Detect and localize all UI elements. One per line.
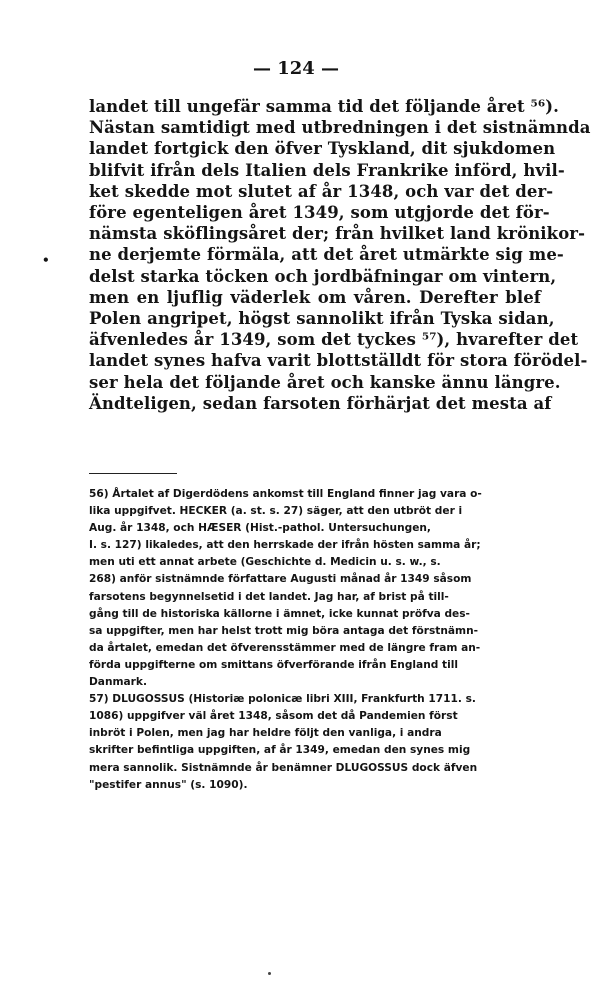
body-line: landet fortgick den öfver Tyskland, dit sjukdomen	[89, 139, 556, 159]
footnote-line: da årtalet, emedan det öfverensstämmer med de längre fram an-	[89, 641, 481, 654]
footnote-line: förda uppgifterne om smittans öfverförande ifrån England till	[89, 658, 458, 671]
body-line: nämsta sköflingsåret der; från hvilket land krönikor-	[89, 224, 586, 244]
body-line: delst starka töcken och jordbäfningar om vintern,	[89, 266, 557, 286]
footnote-line: 1086) uppgifver väl året 1348, såsom det då Pandemien först	[89, 710, 458, 723]
body-line: landet synes hafva varit blottställdt för stora förödel-	[89, 351, 588, 371]
footnote-57	[89, 691, 541, 794]
bottom-mark	[268, 972, 271, 975]
footnote-line: 268) anför sistnämnde författare Augusti månad år 1349 såsom	[89, 573, 472, 586]
body-line: Nästan samtidigt med utbredningen i det sistnämnda	[89, 118, 591, 138]
footnote-line: gång till de historiska källorne i ämnet, icke kunnat pröfva des-	[89, 607, 470, 620]
body-line: Ändteligen, sedan farsoten förhärjat det mesta af	[89, 393, 552, 413]
footnote-line: 56) Årtalet af Digerdödens ankomst till England finner jag vara o-	[89, 488, 482, 500]
footnote-line: 57) DLUGOSSUS (Historiæ polonicæ libri XIII, Frankfurth 1711. s.	[89, 693, 476, 706]
footnote-line: lika uppgifvet. HECKER (a. st. s. 27) säger, att den utbröt der i	[89, 505, 463, 518]
body-line: Polen angripet, högst sannolikt ifrån Tyska sidan,	[89, 309, 555, 329]
footnote-line: inbröt i Polen, men jag har heldre följt den vanliga, i andra	[89, 727, 442, 740]
body-line: äfvenledes år 1349, som det tyckes ⁵⁷), hvarefter det	[89, 330, 579, 350]
footnote-56	[89, 486, 541, 691]
body-line: landet till ungefär samma tid det följande året ⁵⁶).	[89, 97, 559, 116]
body-line: men en ljuflig väderlek om våren. Derefter blef	[89, 287, 541, 307]
body-line: ser hela det följande året och kanske ännu längre.	[89, 372, 561, 392]
body-line: ne derjemte förmäla, att det året utmärkte sig me-	[89, 245, 564, 265]
footnote-line: men uti ett annat arbete (Geschichte d. Medicin u. s. w., s.	[89, 556, 441, 569]
footnote-line: mera sannolik. Sistnämnde år benämner DLUGOSSUS dock äfven	[89, 761, 478, 774]
footnote-rule	[89, 473, 177, 474]
footnote-line: skrifter befintliga uppgiften, af år 1349, emedan den synes mig	[89, 744, 471, 757]
footnote-line: Danmark.	[89, 676, 147, 689]
footnote-line: "pestifer annus" (s. 1090).	[89, 778, 248, 791]
body-line: blifvit ifrån dels Italien dels Frankrike införd, hvil-	[89, 160, 565, 180]
footnotes	[89, 486, 541, 794]
page-number: — 124 —	[252, 58, 340, 79]
footnote-line: sa uppgifter, men har helst trott mig böra antaga det förstnämn-	[89, 624, 479, 637]
footnote-line: Aug. år 1348, och HÆSER (Hist.-pathol. Untersuchungen,	[89, 522, 431, 535]
body-line: före egenteligen året 1349, som utgjorde det för-	[89, 203, 550, 223]
main-text	[89, 96, 591, 414]
footnote-line: farsotens begynnelsetid i det landet. Jag har, af brist på till-	[89, 590, 449, 603]
body-line: ket skedde mot slutet af år 1348, och var det der-	[89, 181, 554, 201]
margin-mark: •	[42, 253, 50, 267]
footnote-line: I. s. 127) likaledes, att den herrskade der ifrån hösten samma år;	[89, 539, 481, 552]
